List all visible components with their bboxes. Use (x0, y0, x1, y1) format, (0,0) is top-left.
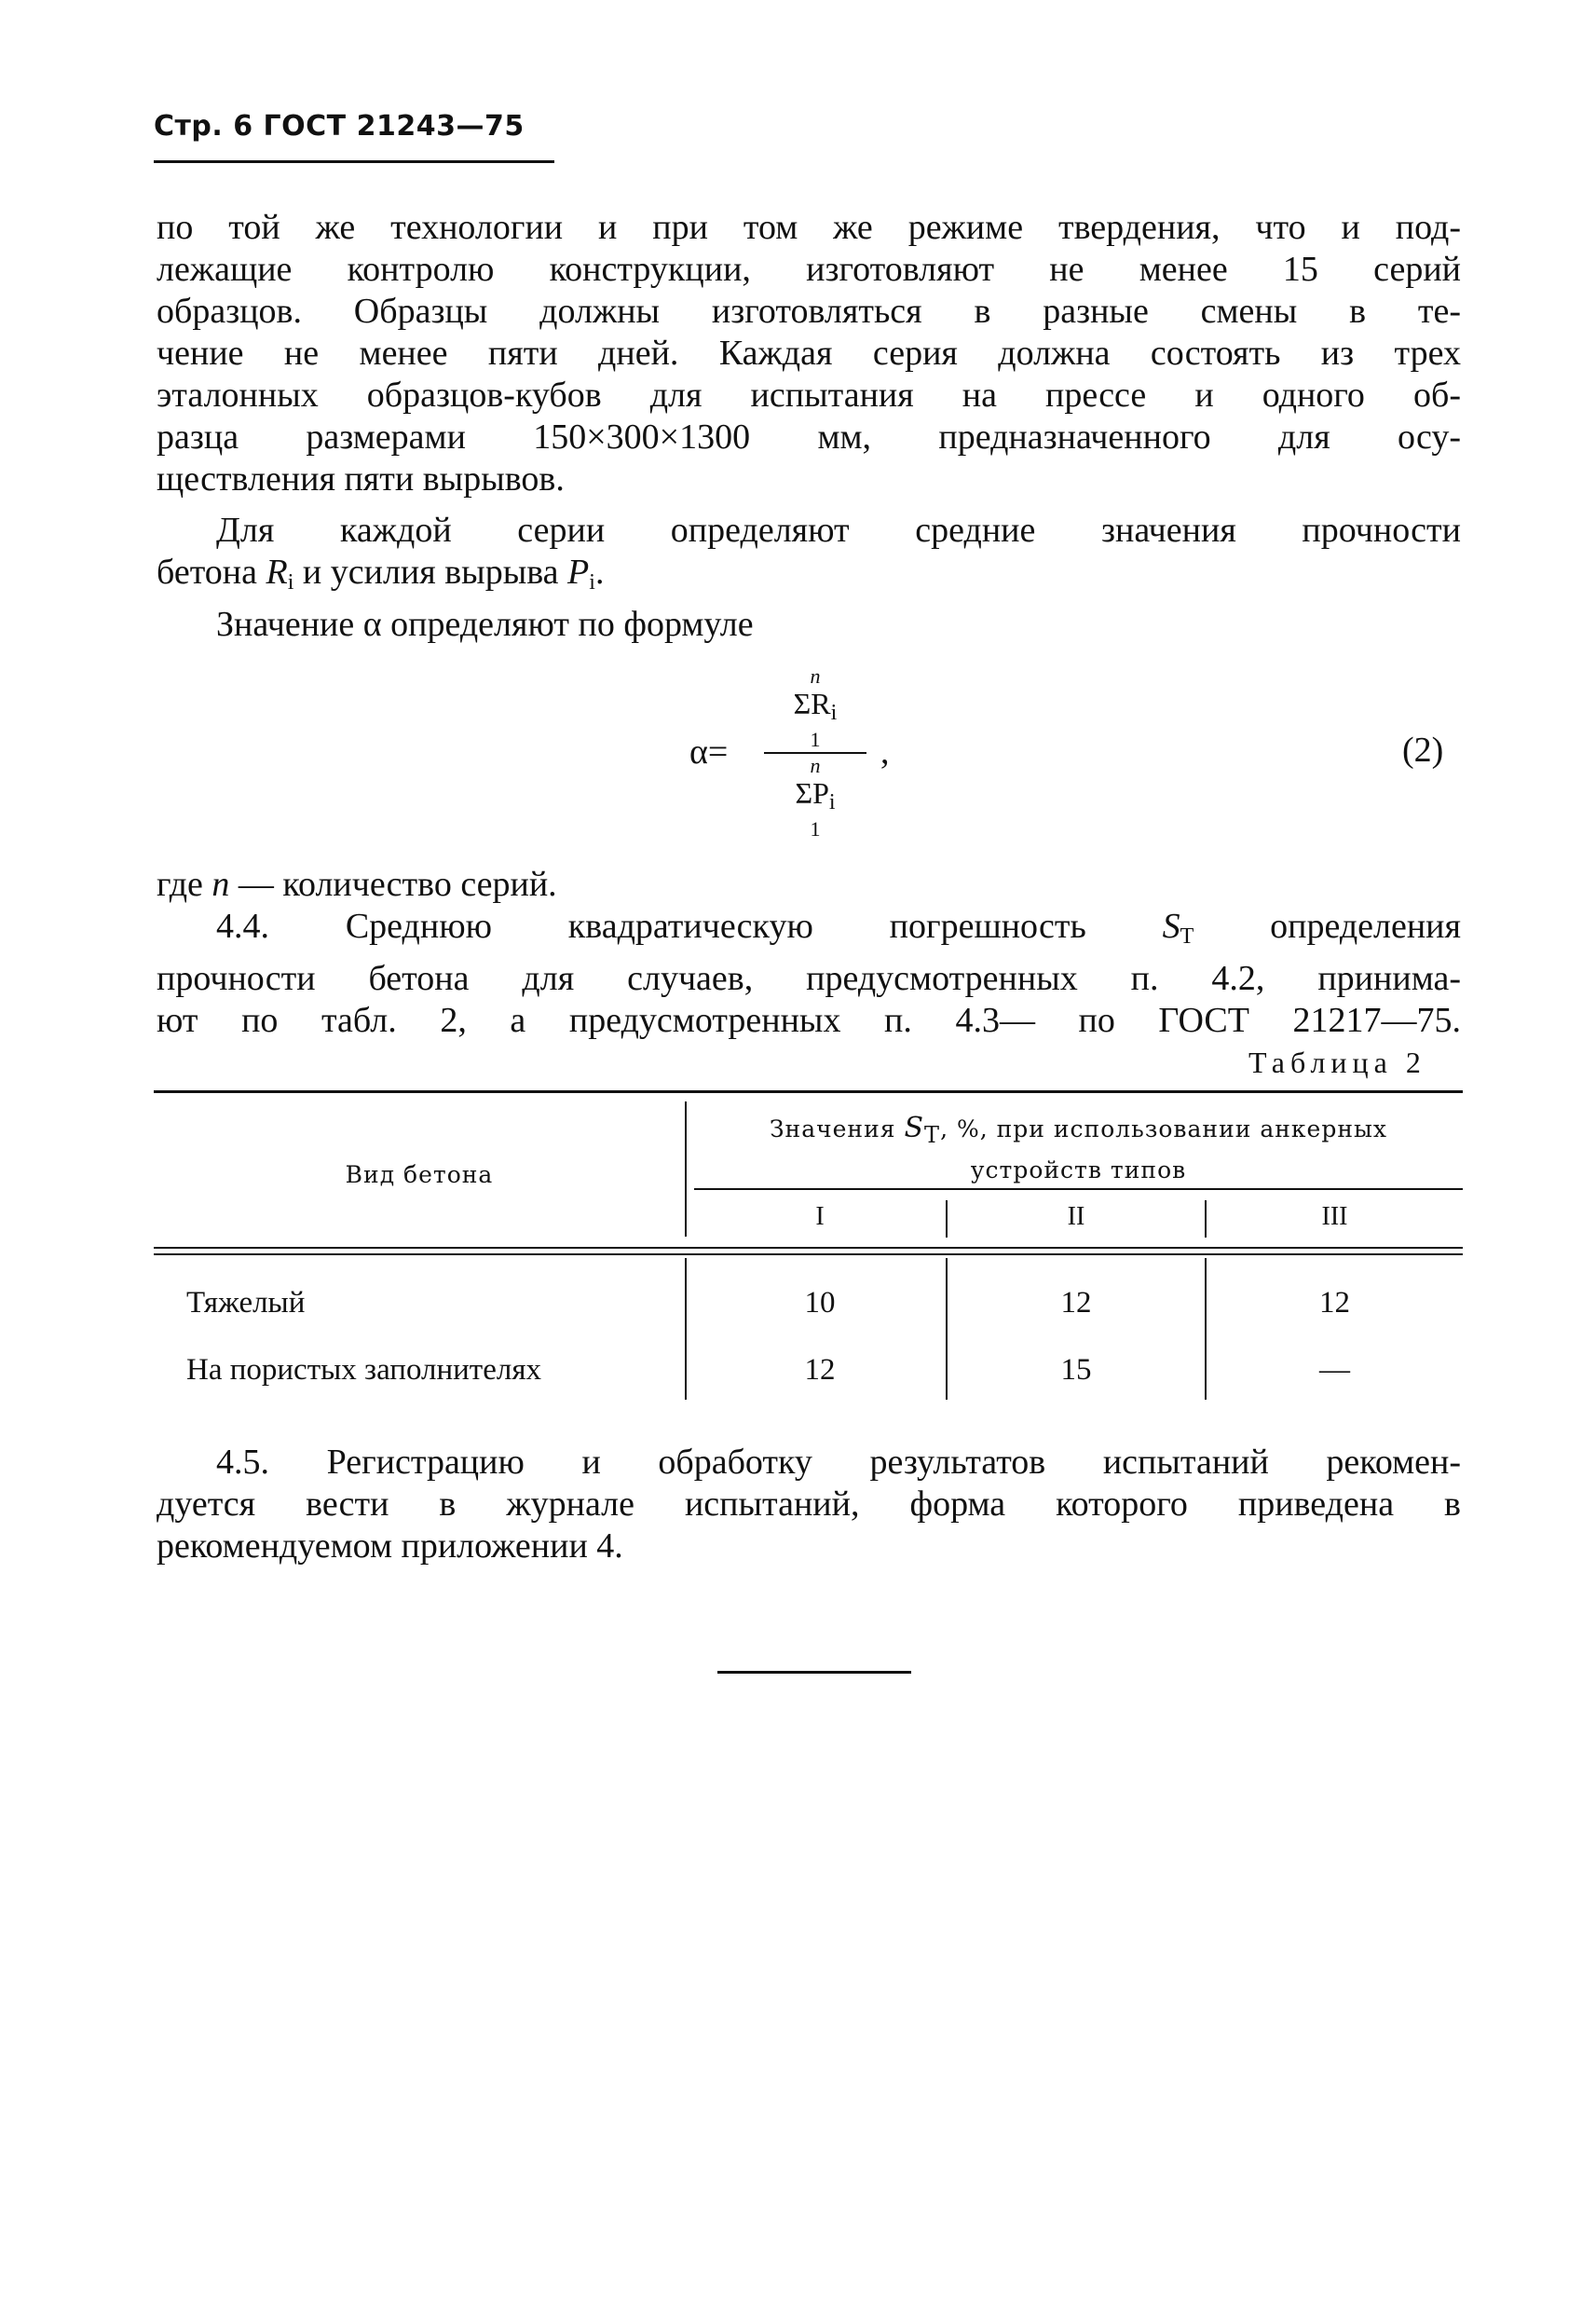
formula-fraction: n $\Sigma R_i$ 1 n $\Sigma P_i$ 1 (764, 666, 866, 840)
table-cell: 10 (804, 1286, 836, 1320)
text-line: чение не менее пяти дней. Каждая серия должна состоять из трех (157, 334, 1461, 373)
text-line: прочности бетона для случаев, предусмотренных п. 4.2, принима- (157, 959, 1461, 998)
formula-2: α= n $\Sigma R_i$ 1 n $\Sigma P_i$ 1 , (689, 664, 890, 841)
intro-paragraph (157, 207, 1461, 500)
col-divider (685, 1101, 687, 1237)
header-rule-2 (154, 1253, 1463, 1255)
text-line: 4.4. Среднюю квадратическую погрешность $S_Т$ определения (216, 907, 1461, 949)
text-line: разца размерами 150×300×1300 мм, предназначенного для осу- (157, 417, 1461, 457)
group-header: Значения SТ, %, при использовании анкерных устройств типов (769, 1112, 1388, 1183)
row-label: На пористых заполнителях (186, 1353, 542, 1387)
text-line: 4.5. Регистрацию и обработку результатов испытаний рекомен- (216, 1443, 1461, 1482)
table-caption: Таблица 2 (1248, 1046, 1426, 1079)
text-line: дуется вести в журнале испытаний, форма которого приведена в (157, 1484, 1461, 1524)
subcolumn-header: I (815, 1202, 825, 1231)
series-paragraph (157, 510, 1461, 646)
equation-number: (2) (1402, 731, 1444, 770)
table-cell: 15 (1060, 1353, 1092, 1387)
table-cell: 12 (1319, 1286, 1350, 1320)
header-rule-1 (154, 1247, 1463, 1249)
row-label: Тяжелый (186, 1286, 306, 1320)
alpha-intro: Значение α определяют по формуле (216, 605, 754, 644)
formula-lhs: α= (689, 732, 729, 772)
table-cell: 12 (804, 1353, 836, 1387)
group-rule (694, 1188, 1463, 1190)
table-top-rule (154, 1090, 1463, 1093)
end-rule (717, 1671, 911, 1674)
where-line: где n — количество серий. (157, 865, 557, 904)
p45-paragraph (157, 1442, 1461, 1567)
page-header: Стр. 6 ГОСТ 21243—75 (154, 110, 525, 143)
table-cell: — (1319, 1353, 1350, 1387)
text-line: лежащие контролю конструкции, изготовляют не менее 15 серий (157, 250, 1461, 289)
formula-numerator: $\Sigma R_i$ (793, 687, 838, 725)
subcolumn-header: II (1067, 1202, 1085, 1231)
header-rule (154, 160, 554, 163)
text-line: эталонных образцов-кубов для испытания на прессе и одного об- (157, 376, 1461, 415)
p44-paragraph (157, 864, 1461, 1042)
r-symbol: R (266, 553, 288, 592)
p-symbol: P (567, 553, 590, 592)
text-line: ют по табл. 2, а предусмотренных п. 4.3— по ГОСТ 21217—75. (157, 1001, 1461, 1040)
text-line: рекомендуемом приложении 4. (157, 1526, 623, 1566)
text-line: по той же технологии и при том же режиме твердения, что и под- (157, 208, 1461, 247)
formula-denominator: $\Sigma P_i$ (795, 776, 836, 814)
text-line: ществления пяти вырывов. (157, 459, 565, 499)
subcolumn-header: III (1321, 1202, 1348, 1231)
text-line: образцов. Образцы должны изготовляться в разные смены в те- (157, 292, 1461, 331)
text-line: бетона $R_i$ и усилия вырыва $P_i$. (157, 553, 605, 595)
table-cell: 12 (1060, 1286, 1092, 1320)
col-header-concrete-type: Вид бетона (345, 1161, 494, 1188)
table-2 (154, 1090, 1463, 1412)
text-line: Для каждой серии определяют средние значения прочности (216, 511, 1461, 550)
